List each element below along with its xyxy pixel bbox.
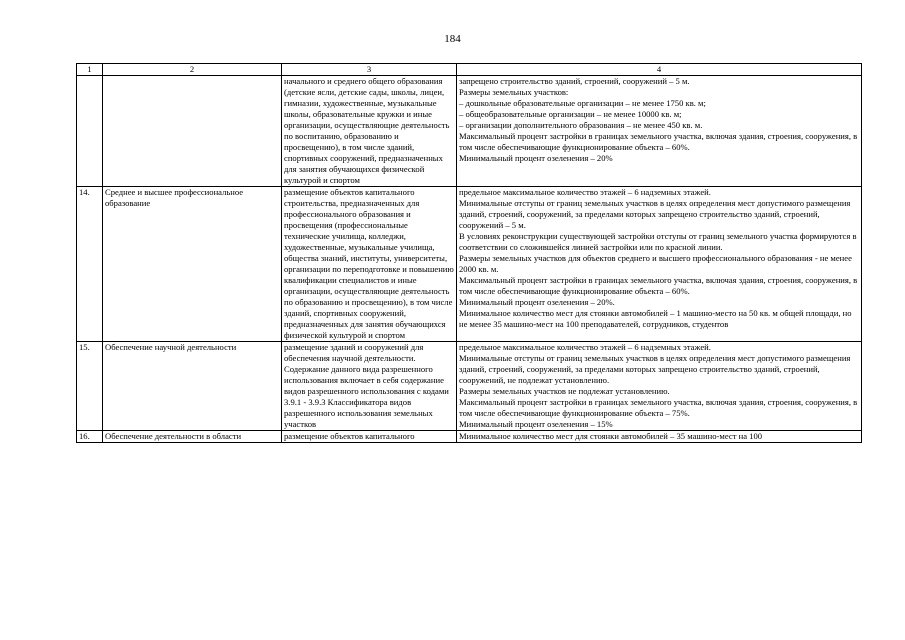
row-parameters — [457, 187, 862, 342]
row-use-name: Обеспечение деятельности в области — [103, 431, 282, 443]
param-line: предельное максимальное количество этажей – 6 надземных этажей. — [459, 187, 711, 197]
param-line: Максимальный процент застройки в границах земельного участка, включая здания, строения, сооружения, в том числе обеспечивающие функционирование объекта – 60%. — [459, 131, 858, 152]
row-number: 16. — [77, 431, 103, 443]
header-col-1: 1 — [77, 64, 103, 76]
table-row — [77, 431, 862, 443]
row-parameters — [457, 76, 862, 187]
param-line: Минимальное количество мест для стоянки автомобилей – 1 машино-место на 50 кв. м общей площади, но не менее 35 машино-мест на 100 преподавателей, сотрудников, студентов — [459, 308, 852, 329]
row-description: размещение объектов капитального — [282, 431, 457, 443]
param-line: Минимальный процент озеленения – 15% — [459, 419, 613, 429]
param-line: Размеры земельных участков: — [459, 87, 569, 97]
param-line: – общеобразовательные организации – не менее 10000 кв. м; — [459, 109, 682, 119]
param-line: Размеры земельных участков для объектов среднего и высшего профессионального образования - не менее 2000 кв. м. — [459, 253, 852, 274]
row-description: начального и среднего общего образования (детские ясли, детские сады, школы, лицеи, гимназии, художественные, музыкальные школы, образовательные кружки и иные организации, осуществляющие деятельность по воспитанию, образованию и просвещению), в том числе зданий, спортивных сооружений, предназначенных для занятия обучающихся физической культурой и спортом — [282, 76, 457, 187]
row-number: 14. — [77, 187, 103, 342]
row-number — [77, 76, 103, 187]
row-parameters — [457, 431, 862, 443]
row-use-name — [103, 76, 282, 187]
header-col-2: 2 — [103, 64, 282, 76]
row-parameters — [457, 342, 862, 431]
param-line: Минимальные отступы от границ земельных участков в целях определения мест допустимого размещения зданий, строений, сооружений, за пределами которых запрещено строительство зданий, строений, сооружений – 5 м. — [459, 198, 851, 230]
param-line: запрещено строительство зданий, строений, сооружений – 5 м. — [459, 76, 690, 86]
param-line: предельное максимальное количество этажей – 6 надземных этажей. — [459, 342, 711, 352]
param-line: – организации дополнительного образования – не менее 450 кв. м. — [459, 120, 703, 130]
param-line: Минимальные отступы от границ земельных участков в целях определения мест допустимого размещения зданий, строений, сооружений, за пределами которых запрещено строительство зданий, строений, сооружений, не подлежат установлению. — [459, 353, 851, 385]
param-line: Минимальный процент озеленения – 20% — [459, 153, 613, 163]
header-col-4: 4 — [457, 64, 862, 76]
row-number: 15. — [77, 342, 103, 431]
header-col-3: 3 — [282, 64, 457, 76]
param-line: Минимальное количество мест для стоянки автомобилей – 35 машино-мест на 100 — [459, 431, 763, 441]
param-line: Минимальный процент озеленения – 20%. — [459, 297, 615, 307]
param-line: Максимальный процент застройки в границах земельного участка, включая здания, строения, сооружения, в том числе обеспечивающие функционирование объекта – 75%. — [459, 397, 858, 418]
row-description: размещение объектов капитального строительства, предназначенных для профессионального образования и просвещения (профессиональные технические училища, колледжи, художественные, музыкальные училища, общества знаний, институты, университеты, организации по переподготовке и повышению квалификации специалистов и иные организации, осуществляющие деятельность по образованию и просвещению), в том числе зданий, спортивных сооружений, предназначенных для занятия обучающихся физической культурой и спортом — [282, 187, 457, 342]
table-row — [77, 187, 862, 342]
param-line: В условиях реконструкции существующей застройки отступы от границ земельного участка формируются в соответствии со сложившейся линией застройки или по красной линии. — [459, 231, 857, 252]
row-use-name: Среднее и высшее профессиональное образование — [103, 187, 282, 342]
table-row — [77, 342, 862, 431]
land-use-table — [76, 63, 862, 443]
row-description: размещение зданий и сооружений для обеспечения научной деятельности. Содержание данного вида разрешенного использования включает в себя содержание видов разрешенного использования с кодами 3.9.1 - 3.9.3 Классификатора видов разрешенного использования земельных участков — [282, 342, 457, 431]
page-number: 184 — [444, 33, 461, 45]
table-row — [77, 76, 862, 187]
param-line: Размеры земельных участков не подлежат установлению. — [459, 386, 670, 396]
row-use-name: Обеспечение научной деятельности — [103, 342, 282, 431]
param-line: Максимальный процент застройки в границах земельного участка, включая здания, строения, сооружения, в том числе обеспечивающие функционирование объекта – 60%. — [459, 275, 858, 296]
param-line: – дошкольные образовательные организации – не менее 1750 кв. м; — [459, 98, 706, 108]
table-header-row — [77, 64, 862, 76]
